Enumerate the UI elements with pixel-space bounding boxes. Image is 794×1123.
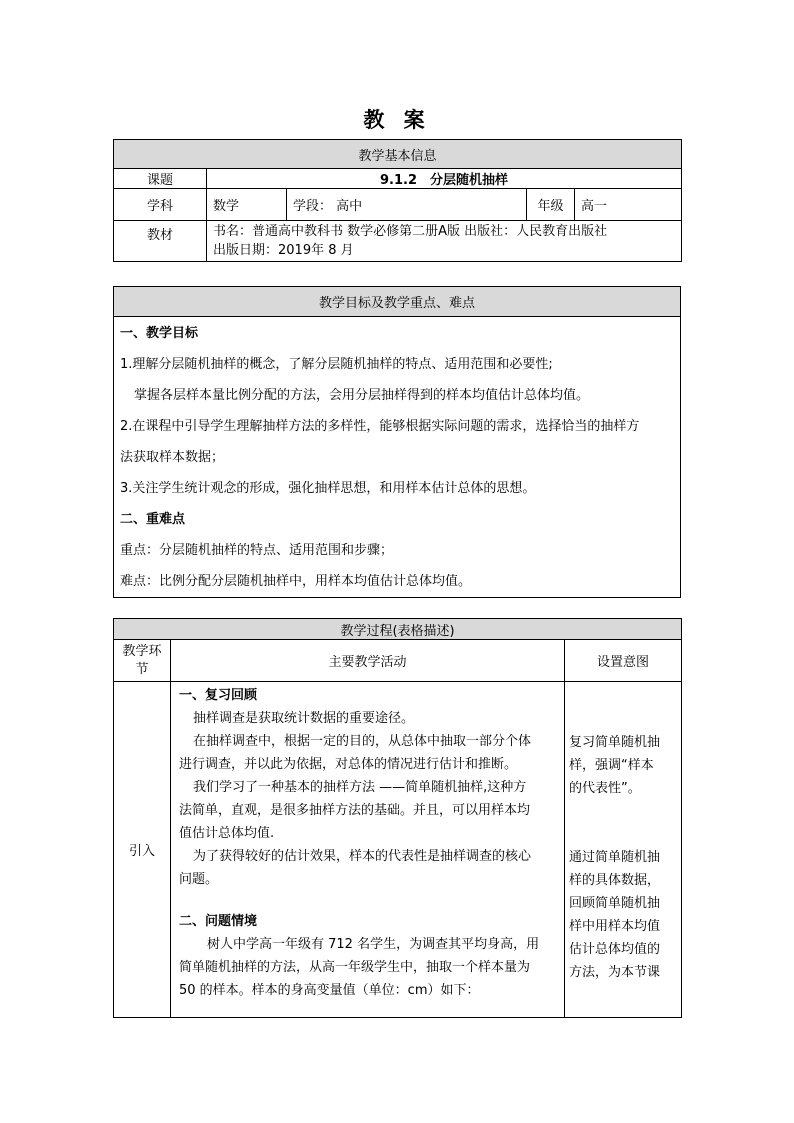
review-p4b: 问题。 (179, 872, 219, 887)
purpose-2e: 估计总体均值的 (569, 942, 661, 957)
situation-p1a: 树人中学高一年级有 712 名学生，为调查其平均身高，用 (207, 937, 540, 952)
review-p2b: 进行调查，并以此为依据，对总体的情况进行估计和推断。 (179, 757, 518, 772)
purpose-1b: 样，强调“样本 (569, 758, 654, 773)
purpose-1c: 的代表性”。 (569, 781, 641, 796)
grade-label: 年级 (527, 189, 575, 221)
review-title: 一、复习回顾 (179, 688, 258, 703)
subject-value: 数学 (207, 189, 287, 221)
goal-2b: 法获取样本数据； (120, 450, 225, 465)
purpose-spacer (569, 800, 675, 846)
goals-table (113, 286, 681, 598)
review-p1: 抽样调查是获取统计数据的重要途径。 (193, 711, 415, 726)
situation-p1c: 50 的样本。样本的身高变量值（单位：cm）如下： (179, 983, 480, 998)
textbook-line-1: 书名：普通高中教科书 数学必修第二册A版 出版社：人民教育出版社 (213, 224, 608, 239)
spacer (179, 891, 560, 910)
purpose-2c: 回顾简单随机抽 (569, 896, 661, 911)
goal-2a: 2.在课程中引导学生理解抽样方法的多样性，能够根据实际问题的需求，选择恰当的抽样方 (120, 419, 640, 434)
purpose-content (565, 682, 682, 1018)
key-point: 重点：分层随机抽样的特点、适用范围和步骤； (120, 543, 394, 558)
purpose-1a: 复习简单随机抽 (569, 735, 661, 750)
review-p3a: 我们学习了一种基本的抽样方法 ——简单随机抽样,这种方 (193, 780, 527, 795)
goals-section-title: 一、教学目标 (120, 326, 199, 341)
topic-label: 课题 (114, 169, 207, 189)
textbook-label: 教材 (114, 221, 207, 262)
stage-column-header-line2: 节 (135, 661, 149, 677)
grade-value: 高一 (575, 189, 682, 221)
review-p4a: 为了获得较好的估计效果，样本的代表性是抽样调查的核心 (193, 849, 532, 864)
situation-title: 二、问题情境 (179, 914, 258, 929)
document-title: 教 案 (363, 108, 431, 132)
goal-3: 3.关注学生统计观念的形成，强化抽样思想，和用样本估计总体的思想。 (120, 481, 536, 496)
purpose-2b: 样的具体数据， (569, 873, 661, 888)
basic-info-header: 教学基本信息 (114, 140, 682, 169)
topic-value: 9.1.2 分层随机抽样 (207, 169, 682, 189)
basic-info-table (113, 139, 682, 262)
stage-column-header-line1: 教学环 (122, 643, 162, 659)
stage-label: 学段： 高中 (287, 189, 527, 221)
review-p3c: 值估计总体均值. (179, 826, 275, 841)
key-points-title: 二、重难点 (120, 512, 186, 527)
textbook-value (207, 221, 682, 262)
goal-1: 1.理解分层随机抽样的概念，了解分层随机抽样的特点、适用范围和必要性; (120, 357, 553, 372)
difficult-point: 难点：比例分配分层随机抽样中，用样本均值估计总体均值。 (120, 574, 472, 589)
review-p2a: 在抽样调查中，根据一定的目的，从总体中抽取一部分个体 (193, 734, 532, 749)
purpose-2a: 通过简单随机抽 (569, 850, 661, 865)
goals-content (114, 317, 681, 598)
goal-1b: 掌握各层样本量比例分配的方法，会用分层抽样得到的样本均值估计总体均值。 (134, 388, 590, 403)
process-header: 教学过程(表格描述) (114, 619, 682, 640)
purpose-2f: 方法，为本节课 (569, 965, 661, 980)
goals-header: 教学目标及教学重点、难点 (114, 287, 681, 317)
activity-content (171, 682, 565, 1018)
purpose-2d: 样中用样本均值 (569, 919, 661, 934)
activity-column-header: 主要教学活动 (171, 640, 565, 682)
textbook-line-2: 出版日期：2019年 8 月 (213, 243, 354, 258)
review-p3b: 法简单，直观，是很多抽样方法的基础。并且，可以用样本均 (179, 803, 531, 818)
purpose-column-header: 设置意图 (565, 640, 682, 682)
situation-p1b: 简单随机抽样的方法，从高一年级学生中，抽取一个样本量为 (179, 960, 531, 975)
stage-intro: 引入 (114, 682, 171, 1018)
subject-label: 学科 (114, 189, 207, 221)
process-table (113, 618, 682, 1018)
stage-column-header (114, 640, 171, 682)
